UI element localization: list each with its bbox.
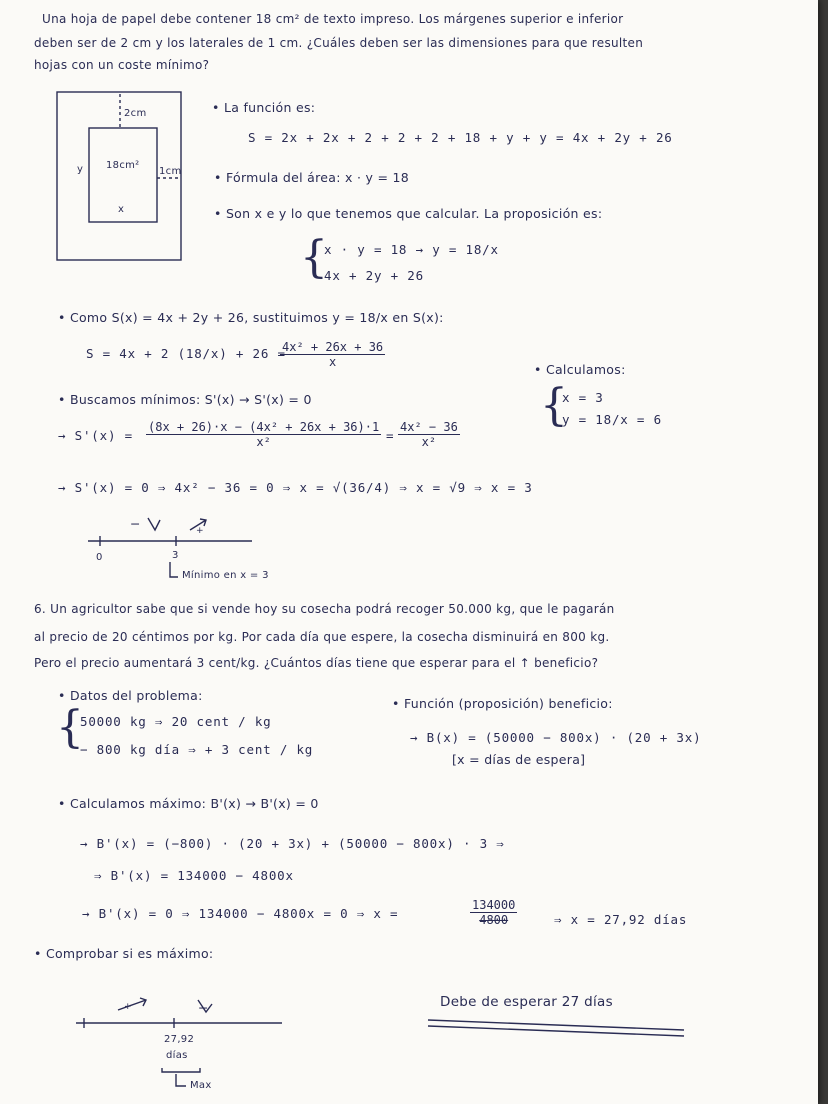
derivative-denominator: x² bbox=[256, 435, 271, 449]
side-margin-label: 1cm bbox=[159, 166, 182, 177]
derivative-simplified bbox=[398, 420, 460, 449]
b-derivative-3-lhs: → B'(x) = 0 ⇒ 134000 − 4800x = 0 ⇒ x = bbox=[82, 906, 399, 921]
system-brace: { bbox=[300, 232, 328, 283]
axis-value: 27,92 bbox=[164, 1034, 195, 1045]
func-label: • Función (proposición) beneficio: bbox=[392, 696, 613, 711]
calc-brace: { bbox=[540, 380, 568, 431]
b-derivative-3-rhs: ⇒ x = 27,92 días bbox=[554, 912, 688, 927]
derivative-fraction bbox=[146, 420, 381, 449]
axis-unit: días bbox=[166, 1050, 188, 1061]
sign-minus-2: − bbox=[198, 1000, 209, 1015]
s-equation-lhs: S = 4x + 2 (18/x) + 26 = bbox=[86, 346, 286, 361]
system-eq-2: 4x + 2y + 26 bbox=[324, 268, 424, 283]
statement-line-3: Pero el precio aumentará 3 cent/kg. ¿Cuántos días tiene que esperar para el ↑ beneficio? bbox=[34, 656, 599, 670]
axis-three: 3 bbox=[172, 550, 179, 561]
area-formula: • Fórmula del área: x · y = 18 bbox=[214, 170, 410, 185]
b-derivative-2: ⇒ B'(x) = 134000 − 4800x bbox=[94, 868, 294, 883]
min-pointer bbox=[170, 562, 178, 577]
min-at-text: Mínimo en x = 3 bbox=[182, 570, 269, 581]
derivative-lhs: → S'(x) = bbox=[58, 428, 133, 443]
top-margin-label: 2cm bbox=[124, 108, 147, 119]
answer-underline bbox=[428, 1020, 684, 1030]
problem-line-1: Una hoja de papel debe contener 18 cm² de texto impreso. Los márgenes superior e inferior bbox=[42, 12, 624, 26]
calc-x: x = 3 bbox=[562, 390, 604, 405]
function-equation: S = 2x + 2x + 2 + 2 + 2 + 18 + y + y = 4x + 2y + 26 bbox=[248, 130, 673, 145]
sign-plus-2: + bbox=[124, 1002, 132, 1012]
b-fraction-denominator: 4800 bbox=[479, 913, 509, 927]
b-derivative-1: → B'(x) = (−800) · (20 + 3x) + (50000 − 800x) · 3 ⇒ bbox=[80, 836, 505, 851]
width-var-label: x bbox=[118, 204, 125, 215]
func-equation: → B(x) = (50000 − 800x) · (20 + 3x) bbox=[410, 730, 702, 745]
s-numerator: 4x² + 26x + 36 bbox=[282, 340, 384, 354]
data-brace: { bbox=[56, 702, 84, 753]
unknowns-text: • Son x e y lo que tenemos que calcular. La proposición es: bbox=[214, 206, 603, 221]
derivative-simplified-den: x² bbox=[421, 435, 437, 449]
axis-zero: 0 bbox=[96, 552, 103, 563]
problem-line-3: hojas con un coste mínimo? bbox=[34, 58, 210, 72]
data-label: • Datos del problema: bbox=[58, 688, 203, 703]
derivative-simplified-num: 4x² − 36 bbox=[400, 420, 458, 434]
system-eq-1: x · y = 18 → y = 18/x bbox=[324, 242, 499, 257]
problem-line-2: deben ser de 2 cm y los laterales de 1 cm. ¿Cuáles deben ser las dimensiones para que resulten bbox=[34, 36, 644, 50]
solve-line: → S'(x) = 0 ⇒ 4x² − 36 = 0 ⇒ x = √(36/4) ⇒ x = √9 ⇒ x = 3 bbox=[58, 480, 533, 495]
max-bracket bbox=[162, 1068, 200, 1072]
final-answer: Debe de esperar 27 días bbox=[440, 994, 613, 1010]
b-fraction-numerator: 134000 bbox=[472, 898, 516, 912]
area-label: 18cm² bbox=[106, 160, 140, 171]
substitution-text: • Como S(x) = 4x + 2y + 26, sustituimos y = 18/x en S(x): bbox=[58, 310, 444, 325]
decreasing-arrow bbox=[148, 518, 160, 530]
sign-minus-1: − bbox=[130, 516, 141, 531]
height-var-label: y bbox=[77, 164, 84, 175]
derivative-equals: = bbox=[386, 428, 395, 443]
data-eq-2: − 800 kg día ⇒ + 3 cent / kg bbox=[80, 742, 314, 757]
statement-line-1: 6. Un agricultor sabe que si vende hoy su cosecha podrá recoger 50.000 kg, que le pagarán bbox=[34, 602, 615, 616]
func-note: [x = días de espera] bbox=[452, 752, 586, 767]
check-label: • Comprobar si es máximo: bbox=[34, 946, 214, 961]
calc-y: y = 18/x = 6 bbox=[562, 412, 662, 427]
s-fraction bbox=[280, 340, 385, 369]
function-label: • La función es: bbox=[212, 100, 316, 115]
max-label: • Calculamos máximo: B'(x) → B'(x) = 0 bbox=[58, 796, 319, 811]
data-eq-1: 50000 kg ⇒ 20 cent / kg bbox=[80, 714, 272, 729]
calc-label: • Calculamos: bbox=[534, 362, 626, 377]
increasing-arrow-2 bbox=[118, 998, 146, 1010]
min-label: • Buscamos mínimos: S'(x) → S'(x) = 0 bbox=[58, 392, 312, 407]
sign-plus-1: + bbox=[196, 526, 204, 536]
s-denominator: x bbox=[328, 355, 337, 369]
statement-line-2: al precio de 20 céntimos por kg. Por cada día que espere, la cosecha disminuirá en 800 kg. bbox=[34, 630, 610, 644]
derivative-numerator: (8x + 26)·x − (4x² + 26x + 36)·1 bbox=[148, 420, 380, 434]
max-pointer bbox=[176, 1074, 186, 1086]
b-derivative-fraction bbox=[470, 898, 517, 927]
max-tag: Max bbox=[190, 1080, 212, 1091]
